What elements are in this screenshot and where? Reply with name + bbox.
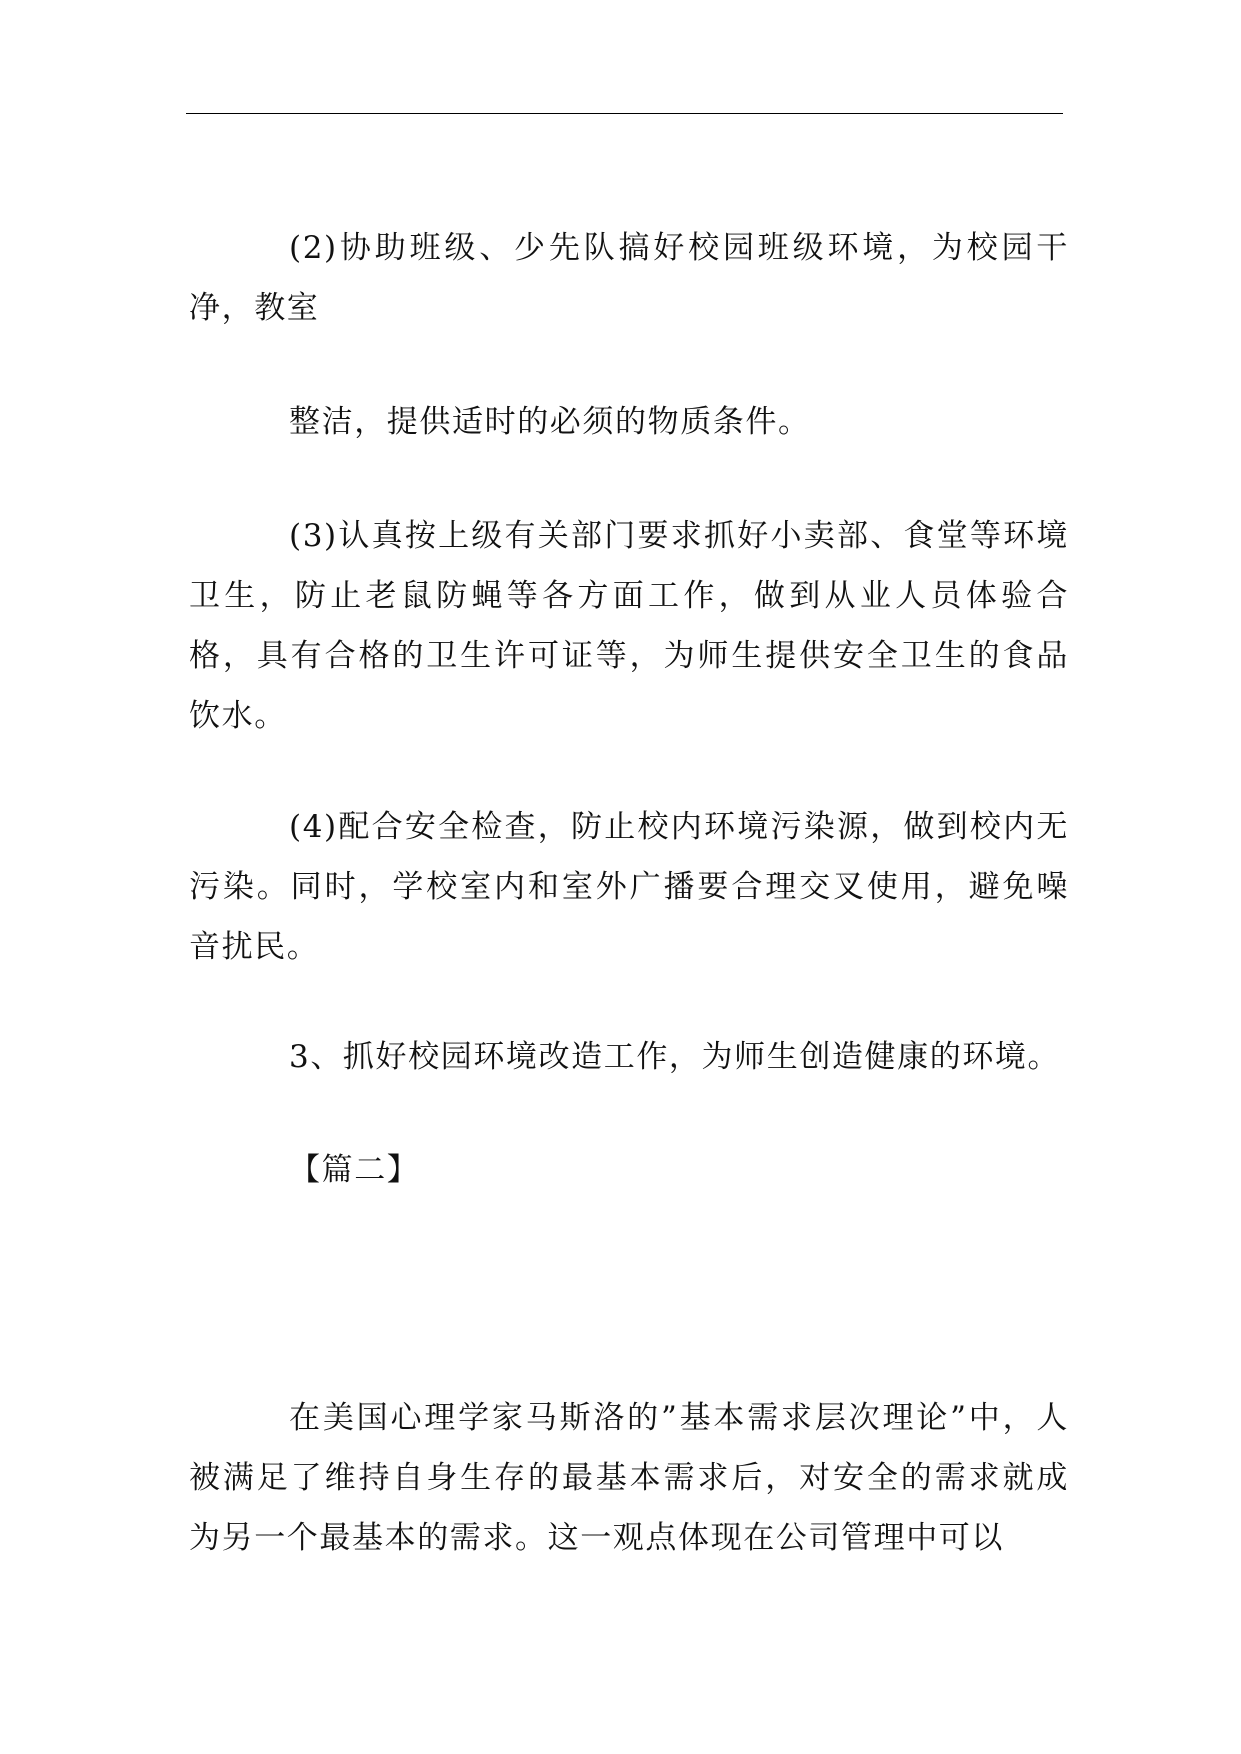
header-rule [186,113,1063,114]
paragraph-item-2: (2)协助班级、少先队搞好校园班级环境，为校园干净，教室 [189,230,1069,326]
paragraph-item-3: (3)认真按上级有关部门要求抓好小卖部、食堂等环境卫生，防止老鼠防蝇等各方面工作，做到从业人员体验合格，具有合格的卫生许可证等，为师生提供安全卫生的食品饮水。 [189,518,1069,734]
paragraph-body: 在美国心理学家马斯洛的”基本需求层次理论”中，人被满足了维持自身生存的最基本需求后，对安全的需求就成为另一个最基本的需求。这一观点体现在公司管理中可以 [189,1400,1069,1556]
section-heading: 【篇二】 [289,1152,420,1188]
paragraph-item-2-continued: 整洁，提供适时的必须的物质条件。 [289,404,811,440]
paragraph-section-3: 3、抓好校园环境改造工作，为师生创造健康的环境。 [289,1039,1061,1075]
paragraph-item-4: (4)配合安全检查，防止校内环境污染源，做到校内无污染。同时，学校室内和室外广播要合理交叉使用，避免噪音扰民。 [189,809,1069,965]
